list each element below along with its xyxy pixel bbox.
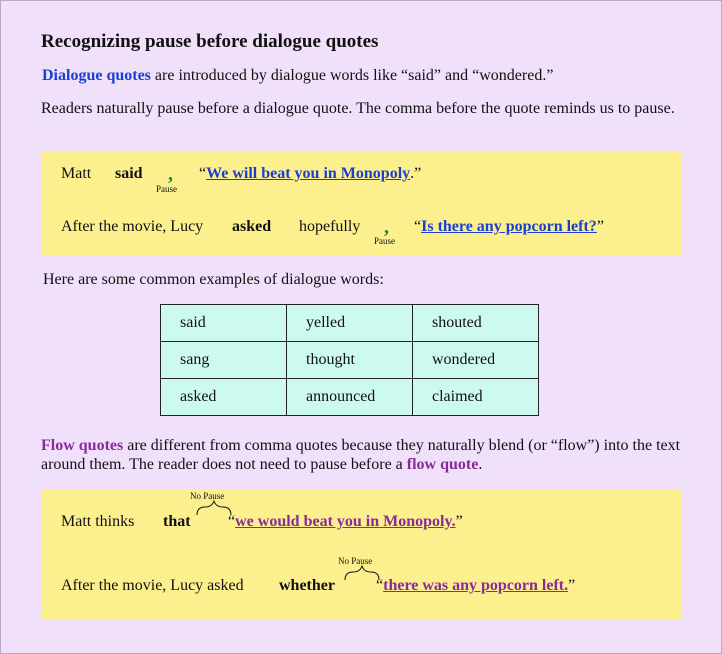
table-row [161,342,539,379]
intro-text: are introduced by dialogue words like “said” and “wondered.” [150,67,554,84]
table-row [161,379,539,416]
example-2-quote: “Is there any popcorn left?” [414,218,604,235]
flow-example-1-no-pause-label: No Pause [190,491,225,501]
example-2-pause-label: Pause [374,236,395,246]
flow-example-2-quote-link[interactable]: there was any popcorn left. [383,577,569,594]
example-1-quote-link[interactable]: We will beat you in Monopoly [206,165,411,182]
flow-text: are different from comma quotes because they naturally blend (or “flow”) into the text around them. The reader does not need to pause before a [41,437,681,473]
table-cell: claimed [413,379,539,416]
example-1-pause-comma: , [168,163,173,185]
example-1-start: Matt [61,165,92,182]
flow-example-2-start: After the movie, Lucy asked [61,577,244,594]
pause-paragraph: Readers naturally pause before a dialogue quote. The comma before the quote reminds us to pause. [41,100,675,117]
no-pause-brace-icon [344,565,380,581]
dialogue-example-box [41,151,682,256]
flow-quotes-term: Flow quotes [41,437,124,454]
flow-example-2-word: whether [279,577,335,594]
table-cell: said [161,305,287,342]
flow-example-1-quote: “we would beat you in Monopoly.” [228,513,463,530]
flow-example-box [41,489,682,619]
flow-example-1-start: Matt thinks [61,513,135,530]
examples-intro: Here are some common examples of dialogue words: [43,271,384,288]
flow-example-1-word: that [163,513,191,530]
table-row [161,305,539,342]
flow-end: . [478,456,483,473]
example-1-pause-label: Pause [156,184,177,194]
intro-paragraph [42,66,553,85]
flow-example-2-no-pause-label: No Pause [338,556,373,566]
table-cell: shouted [413,305,539,342]
flow-paragraph [41,436,691,474]
flow-example-1-quote-link[interactable]: we would beat you in Monopoly. [235,513,456,530]
example-2-pause-comma: , [384,216,389,238]
flow-quote-term: flow quote [406,456,479,473]
table-cell: asked [161,379,287,416]
dialogue-quotes-term: Dialogue quotes [42,67,151,84]
example-2-dialogue-word: asked [232,218,272,235]
dialogue-words-table [160,304,539,416]
no-pause-brace-icon [196,500,232,516]
table-cell: thought [287,342,413,379]
table-cell: wondered [413,342,539,379]
flow-example-2-quote: “there was any popcorn left.” [376,577,576,594]
example-1-quote: “We will beat you in Monopoly.” [199,165,422,182]
example-2-start: After the movie, Lucy [61,218,204,235]
page-title: Recognizing pause before dialogue quotes [41,31,379,52]
table-cell: yelled [287,305,413,342]
example-1-dialogue-word: said [115,165,143,182]
table-cell: announced [287,379,413,416]
example-2-adverb: hopefully [299,218,361,235]
table-cell: sang [161,342,287,379]
example-2-quote-link[interactable]: Is there any popcorn left? [421,218,597,235]
